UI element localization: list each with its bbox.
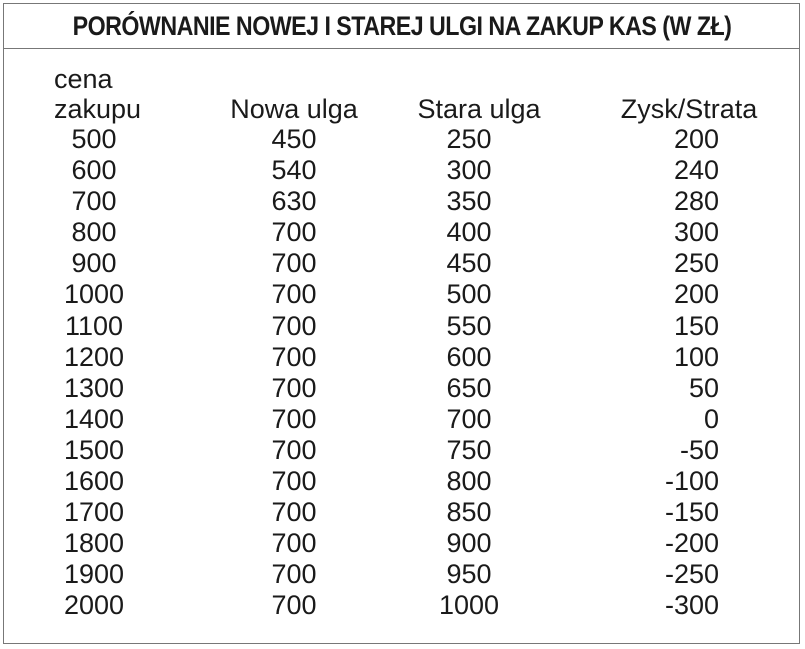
- cell-profit-loss: 0: [703, 403, 719, 434]
- header-purchase-price: cena zakupu: [54, 64, 142, 124]
- cell-new-relief: 700: [271, 528, 317, 559]
- cell-purchase-price: 1800: [63, 528, 125, 559]
- cell-old-relief: 800: [446, 466, 492, 497]
- cell-purchase-price: 1300: [63, 372, 125, 403]
- table-row: [4, 311, 799, 342]
- cell-profit-loss: -100: [664, 466, 719, 497]
- cell-purchase-price: 900: [71, 248, 117, 279]
- cell-new-relief: 700: [271, 403, 317, 434]
- header-old-relief: Stara ulga: [417, 94, 541, 124]
- table-row: [4, 466, 799, 497]
- cell-purchase-price: 1500: [63, 434, 125, 465]
- cell-old-relief: 850: [446, 497, 492, 528]
- cell-new-relief: 700: [271, 217, 317, 248]
- header-new-relief: Nowa ulga: [230, 94, 358, 124]
- cell-old-relief: 450: [446, 248, 492, 279]
- cell-new-relief: 540: [271, 155, 317, 186]
- cell-old-relief: 500: [446, 279, 492, 310]
- cell-new-relief: 700: [271, 559, 317, 590]
- title-bar: [4, 4, 799, 49]
- cell-purchase-price: 800: [71, 217, 117, 248]
- cell-profit-loss: 50: [688, 372, 719, 403]
- cell-profit-loss: 200: [673, 124, 719, 154]
- cell-old-relief: 550: [446, 310, 492, 341]
- cell-new-relief: 700: [271, 372, 317, 403]
- cell-old-relief: 900: [446, 528, 492, 559]
- cell-old-relief: 600: [446, 341, 492, 372]
- cell-profit-loss: -200: [664, 528, 719, 559]
- cell-purchase-price: 1400: [63, 403, 125, 434]
- cell-purchase-price: 1600: [63, 466, 125, 497]
- cell-new-relief: 700: [271, 310, 317, 341]
- cell-profit-loss: 300: [673, 217, 719, 248]
- table-row: [4, 435, 799, 466]
- cell-purchase-price: 500: [71, 124, 117, 154]
- cell-profit-loss: -150: [664, 497, 719, 528]
- cell-old-relief: 700: [446, 403, 492, 434]
- cell-profit-loss: 150: [673, 310, 719, 341]
- cell-profit-loss: 280: [673, 186, 719, 217]
- table-row: [4, 248, 799, 279]
- cell-new-relief: 700: [271, 590, 317, 621]
- cell-old-relief: 650: [446, 372, 492, 403]
- comparison-table: [4, 64, 799, 621]
- table-row: [4, 559, 799, 590]
- cell-purchase-price: 1900: [63, 559, 125, 590]
- table-row: [4, 373, 799, 404]
- table-row: [4, 186, 799, 217]
- table-row: [4, 497, 799, 528]
- cell-old-relief: 300: [446, 155, 492, 186]
- cell-old-relief: 400: [446, 217, 492, 248]
- table-row: [4, 279, 799, 310]
- cell-purchase-price: 600: [71, 155, 117, 186]
- cell-purchase-price: 2000: [63, 590, 125, 621]
- cell-profit-loss: -50: [679, 434, 719, 465]
- cell-profit-loss: 240: [673, 155, 719, 186]
- cell-old-relief: 750: [446, 434, 492, 465]
- table-row: [4, 217, 799, 248]
- table-row: [4, 528, 799, 559]
- cell-purchase-price: 700: [71, 186, 117, 217]
- table-row: [4, 342, 799, 373]
- cell-new-relief: 700: [271, 466, 317, 497]
- cell-profit-loss: -300: [664, 590, 719, 621]
- cell-new-relief: 700: [271, 279, 317, 310]
- cell-old-relief: 950: [446, 559, 492, 590]
- cell-new-relief: 700: [271, 341, 317, 372]
- table-header-row: [4, 64, 799, 128]
- cell-old-relief: 250: [446, 124, 492, 154]
- cell-new-relief: 450: [271, 124, 317, 154]
- cell-new-relief: 700: [271, 497, 317, 528]
- cell-profit-loss: 100: [673, 341, 719, 372]
- table-row: [4, 404, 799, 435]
- cell-old-relief: 1000: [438, 590, 500, 621]
- cell-profit-loss: -250: [664, 559, 719, 590]
- table-row: [4, 590, 799, 621]
- cell-new-relief: 700: [271, 248, 317, 279]
- table-body: [4, 124, 799, 622]
- cell-profit-loss: 250: [673, 248, 719, 279]
- cell-purchase-price: 1200: [63, 341, 125, 372]
- cell-old-relief: 350: [446, 186, 492, 217]
- table-row: [4, 124, 799, 155]
- cell-purchase-price: 1000: [63, 279, 125, 310]
- cell-profit-loss: 200: [673, 279, 719, 310]
- header-profit-loss: Zysk/Strata: [620, 94, 758, 124]
- cell-purchase-price: 1700: [63, 497, 125, 528]
- table-frame: [3, 3, 800, 644]
- cell-purchase-price: 1100: [64, 310, 124, 341]
- cell-new-relief: 700: [271, 434, 317, 465]
- cell-new-relief: 630: [271, 186, 317, 217]
- table-row: [4, 155, 799, 186]
- table-title: PORÓWNANIE NOWEJ I STAREJ ULGI NA ZAKUP KAS (W ZŁ): [72, 10, 731, 41]
